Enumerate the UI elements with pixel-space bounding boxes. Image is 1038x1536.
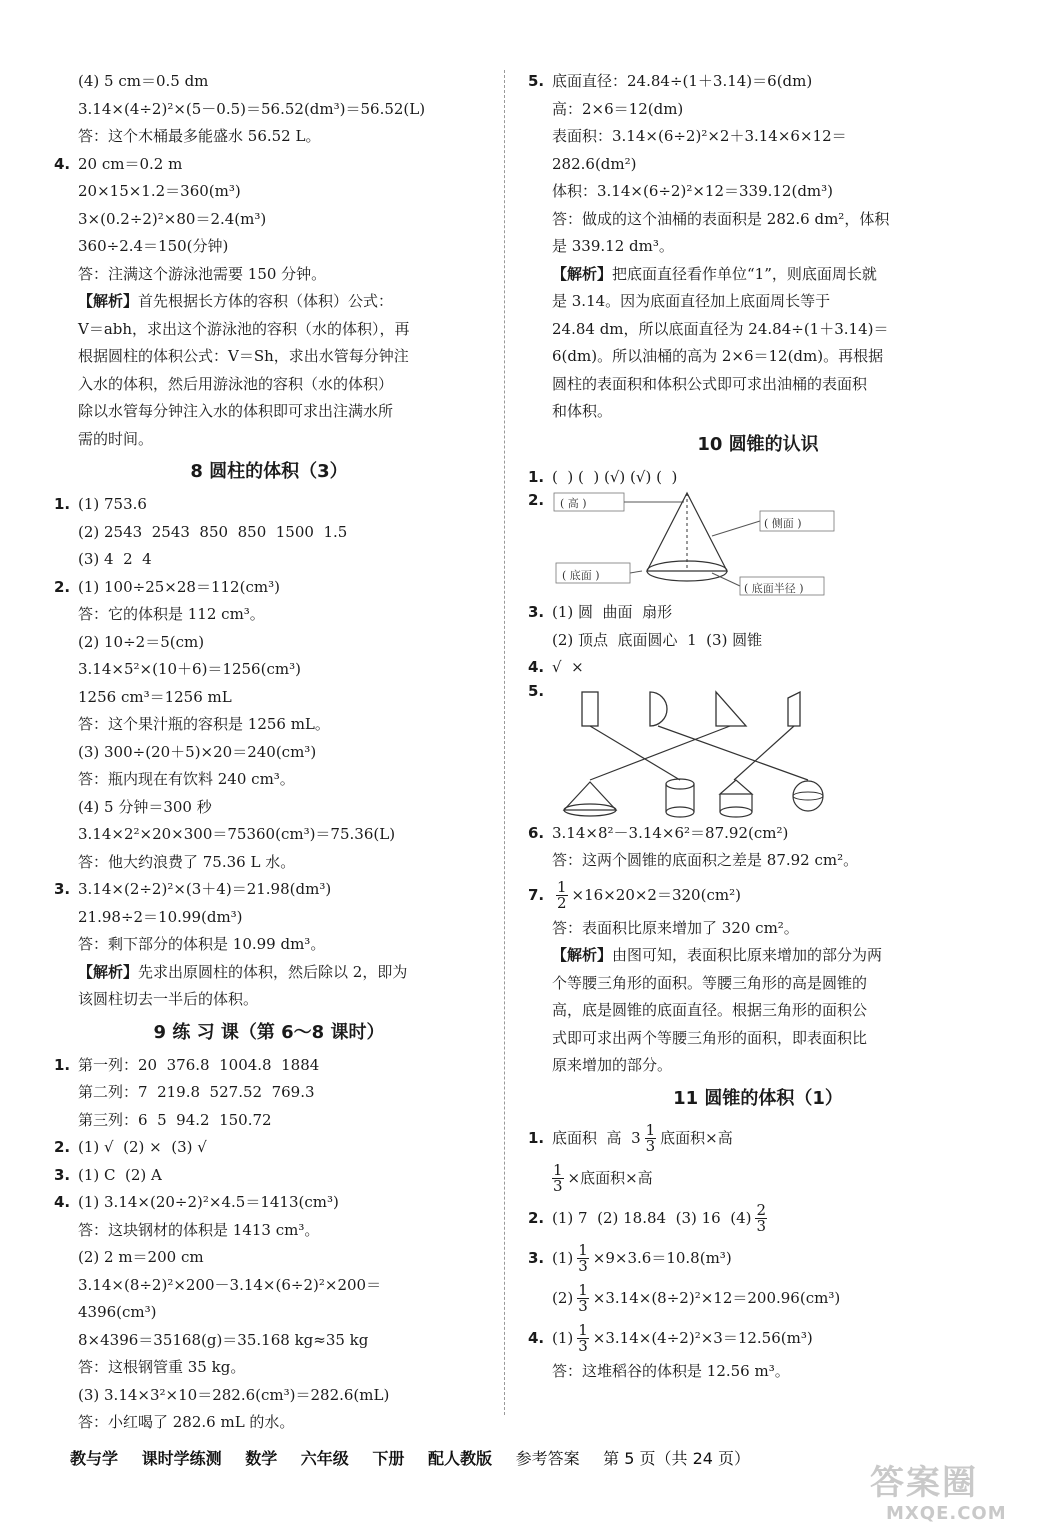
question-number: 2. bbox=[54, 1138, 71, 1156]
numerator: 1 bbox=[557, 878, 567, 896]
text-line: ( ) ( ) (√) (√) ( ) bbox=[552, 467, 678, 486]
footer-series: 课时学练测 bbox=[141, 1449, 222, 1468]
text-line: (4) 5 cm＝0.5 dm bbox=[78, 72, 209, 90]
text-line: 答：这根钢管重 35 kg。 bbox=[78, 1358, 246, 1376]
text-line: 答：这个木桶最多能盛水 56.52 L。 bbox=[78, 127, 321, 145]
text-line: 24.84 dm，所以底面直径为 24.84÷(1＋3.14)＝ bbox=[552, 319, 889, 338]
text-line: (1) 100÷25×28＝112(cm³) bbox=[78, 577, 280, 596]
text-line: (2) 2 m＝200 cm bbox=[78, 1248, 204, 1266]
denominator: 2 bbox=[557, 894, 567, 912]
label-base: ( 底面 ) bbox=[562, 569, 600, 582]
text-line: 需的时间。 bbox=[78, 429, 154, 448]
analysis-tag: 【解析】 bbox=[552, 264, 613, 283]
label-height: ( 高 ) bbox=[560, 497, 587, 510]
text-line: 答：做成的这个油桶的表面积是 282.6 dm²，体积 bbox=[552, 209, 890, 228]
text-line: ×3.14×(8÷2)²×12＝200.96(cm³) bbox=[592, 1288, 841, 1307]
footer-book: 教与学 bbox=[70, 1449, 119, 1468]
text-line: 3.14×5²×(10＋6)＝1256(cm³) bbox=[78, 660, 301, 678]
text-line: 高，底是圆锥的底面直径。根据三角形的面积公 bbox=[552, 1001, 868, 1019]
numerator: 1 bbox=[578, 1281, 588, 1299]
footer-answer-label: 参考答案 bbox=[515, 1449, 580, 1468]
denominator: 3 bbox=[553, 1177, 563, 1195]
text-line: 个等腰三角形的面积。等腰三角形的高是圆锥的 bbox=[552, 973, 868, 992]
label-lateral-face: ( 侧面 ) bbox=[764, 517, 802, 530]
question-number: 1. bbox=[54, 1055, 71, 1074]
label-base-radius: ( 底面半径 ) bbox=[744, 582, 804, 595]
text-line: 答：这块钢材的体积是 1413 cm³。 bbox=[78, 1220, 320, 1239]
text-line: 答：它的体积是 112 cm³。 bbox=[78, 605, 265, 623]
text-line: 第三列：6 5 94.2 150.72 bbox=[78, 1110, 272, 1129]
text-line: 表面积：3.14×(6÷2)²×2＋3.14×6×12＝ bbox=[552, 127, 847, 145]
text-line: (2) bbox=[552, 1288, 574, 1307]
text-line: ×16×20×2＝320(cm²) bbox=[571, 885, 741, 904]
question-number: 1. bbox=[528, 1128, 545, 1147]
rotation-matching-figure bbox=[550, 684, 850, 822]
footer-edition: 配人教版 bbox=[427, 1449, 492, 1468]
text-line: 根据圆柱的体积公式：V＝Sh，求出水管每分钟注 bbox=[78, 347, 409, 365]
text-line: 先求出原圆柱的体积，然后除以 2，即为 bbox=[138, 962, 408, 981]
text-line: 底面直径：24.84÷(1＋3.14)＝6(dm) bbox=[552, 72, 813, 90]
text-line: 1256 cm³＝1256 mL bbox=[78, 687, 232, 706]
text-line: 答：小红喝了 282.6 mL 的水。 bbox=[78, 1413, 295, 1431]
text-line: 把底面直径看作单位“1”，则底面周长就 bbox=[612, 264, 877, 283]
text-line: 3×(0.2÷2)²×80＝2.4(m³) bbox=[78, 209, 267, 228]
question-number: 6. bbox=[528, 823, 545, 842]
text-line: (3) 300÷(20＋5)×20＝240(cm³) bbox=[78, 742, 317, 761]
fraction-one-third bbox=[577, 1243, 589, 1274]
denominator: 3 bbox=[578, 1257, 588, 1275]
fraction-one-third bbox=[577, 1323, 589, 1354]
question-number: 3. bbox=[54, 880, 71, 898]
text-line: 答：表面积比原来增加了 320 cm²。 bbox=[552, 918, 799, 937]
text-line: 3.14×8²－3.14×6²＝87.92(cm²) bbox=[552, 823, 789, 842]
footer-grade: 六年级 bbox=[300, 1449, 349, 1468]
text-line: (1) 753.6 bbox=[78, 495, 147, 513]
question-number: 1. bbox=[528, 467, 545, 486]
numerator: 2 bbox=[756, 1201, 767, 1219]
watermark-text: 答案圈 bbox=[870, 1463, 978, 1503]
question-number: 3. bbox=[528, 603, 545, 621]
text-line: (4) 5 分钟＝300 秒 bbox=[78, 797, 212, 816]
fraction-one-third bbox=[645, 1123, 657, 1154]
denominator: 3 bbox=[578, 1337, 588, 1355]
text-line: 底面积×高 bbox=[660, 1128, 733, 1147]
analysis-tag: 【解析】 bbox=[552, 946, 613, 964]
matching-diagram bbox=[528, 682, 988, 820]
text-line: (2) 顶点 底面圆心 1 (3) 圆锥 bbox=[552, 630, 763, 649]
text-line: 和体积。 bbox=[552, 402, 613, 420]
text-line: 360÷2.4＝150(分钟) bbox=[78, 237, 229, 255]
text-line: 答：他大约浪费了 75.36 L 水。 bbox=[78, 852, 296, 871]
question-number: 2. bbox=[54, 577, 71, 596]
text-line: 底面积 高 3 bbox=[552, 1128, 641, 1147]
page-footer bbox=[70, 1446, 970, 1469]
question-number: 4. bbox=[54, 154, 71, 173]
watermark-url: MXQE.COM bbox=[886, 1503, 1007, 1524]
text-line: 3.14×2²×20×300＝75360(cm³)＝75.36(L) bbox=[78, 825, 396, 843]
text-line: (1) bbox=[552, 1328, 574, 1347]
text-line: 该圆柱切去一半后的体积。 bbox=[78, 990, 259, 1008]
fraction-one-third bbox=[577, 1283, 589, 1314]
footer-volume: 下册 bbox=[372, 1449, 405, 1468]
text-line: ×3.14×(4÷2)²×3＝12.56(m³) bbox=[592, 1328, 813, 1347]
text-line: (1) 3.14×(20÷2)²×4.5＝1413(cm³) bbox=[78, 1193, 339, 1211]
cone-figure bbox=[552, 491, 882, 599]
text-line: 4396(cm³) bbox=[78, 1303, 157, 1321]
text-line: 圆柱的表面积和体积公式即可求出油桶的表面积 bbox=[552, 374, 868, 393]
text-line: 3.14×(4÷2)²×(5－0.5)＝56.52(dm³)＝56.52(L) bbox=[78, 99, 426, 118]
section-title: 10 圆锥的认识 bbox=[697, 433, 819, 455]
text-line: 首先根据长方体的容积（体积）公式： bbox=[138, 292, 394, 310]
column-divider bbox=[504, 70, 505, 1415]
text-line: 高：2×6＝12(dm) bbox=[552, 99, 684, 118]
text-line: 6(dm)。所以油桶的高为 2×6＝12(dm)。再根据 bbox=[552, 347, 884, 365]
text-line: 3.14×(2÷2)²×(3＋4)＝21.98(dm³) bbox=[78, 880, 332, 898]
text-line: √ × bbox=[552, 658, 584, 676]
text-line: 20×15×1.2＝360(m³) bbox=[78, 182, 241, 200]
text-line: (2) 10÷2＝5(cm) bbox=[78, 632, 205, 651]
text-line: 原来增加的部分。 bbox=[552, 1056, 673, 1074]
text-line: (1) bbox=[552, 1248, 574, 1267]
question-number: 4. bbox=[528, 1328, 545, 1347]
question-number: 7. bbox=[528, 885, 545, 904]
text-line: (3) 3.14×3²×10＝282.6(cm³)＝282.6(mL) bbox=[78, 1385, 390, 1404]
text-line: 21.98÷2＝10.99(dm³) bbox=[78, 907, 243, 926]
text-line: 式即可求出两个等腰三角形的面积，即表面积比 bbox=[552, 1028, 868, 1047]
text-line: (1) C (2) A bbox=[78, 1165, 162, 1184]
left-column bbox=[54, 68, 484, 1437]
fraction-one-third bbox=[552, 1163, 564, 1194]
text-line: 第一列：20 376.8 1004.8 1884 bbox=[78, 1055, 320, 1074]
fraction-two-thirds bbox=[755, 1203, 767, 1234]
question-number: 2. bbox=[528, 1208, 545, 1227]
text-line: (1) 7 (2) 18.84 (3) 16 (4) bbox=[552, 1208, 752, 1227]
text-line: 答：瓶内现在有饮料 240 cm³。 bbox=[78, 770, 295, 788]
section-title: 9 练 习 课（第 6～8 课时） bbox=[153, 1021, 385, 1043]
text-line: 答：这个果汁瓶的容积是 1256 mL。 bbox=[78, 715, 330, 733]
question-number: 1. bbox=[54, 495, 71, 513]
right-column bbox=[528, 68, 988, 1385]
watermark-logo bbox=[870, 1455, 1020, 1530]
page-number: 第 5 页（共 24 页） bbox=[603, 1449, 751, 1468]
text-line: 答：这堆稻谷的体积是 12.56 m³。 bbox=[552, 1361, 790, 1380]
question-number: 4. bbox=[54, 1193, 71, 1211]
numerator: 1 bbox=[645, 1121, 656, 1139]
question-number: 3. bbox=[528, 1248, 545, 1267]
denominator: 3 bbox=[756, 1217, 767, 1235]
fraction-one-half bbox=[556, 880, 568, 911]
numerator: 1 bbox=[578, 1321, 588, 1339]
text-line: 第二列：7 219.8 527.52 769.3 bbox=[78, 1083, 315, 1101]
cone-diagram bbox=[528, 491, 988, 599]
text-line: 答：剩下部分的体积是 10.99 dm³。 bbox=[78, 935, 326, 953]
text-line: 8×4396＝35168(g)＝35.168 kg≈35 kg bbox=[78, 1330, 369, 1349]
text-line: 除以水管每分钟注入水的体积即可求出注满水所 bbox=[78, 402, 394, 420]
analysis-tag: 【解析】 bbox=[78, 962, 139, 981]
numerator: 1 bbox=[578, 1241, 588, 1259]
denominator: 3 bbox=[645, 1137, 656, 1155]
text-line: 是 339.12 dm³。 bbox=[552, 237, 674, 255]
text-line: (1) 圆 曲面 扇形 bbox=[552, 603, 673, 621]
section-title: 8 圆柱的体积（3） bbox=[190, 461, 348, 482]
text-line: 体积：3.14×(6÷2)²×12＝339.12(dm³) bbox=[552, 182, 834, 200]
footer-subject: 数学 bbox=[245, 1449, 278, 1468]
text-line: ×底面积×高 bbox=[567, 1168, 653, 1187]
section-title: 11 圆锥的体积（1） bbox=[673, 1087, 843, 1109]
text-line: 282.6(dm²) bbox=[552, 154, 637, 173]
numerator: 1 bbox=[553, 1161, 563, 1179]
question-number: 5. bbox=[528, 72, 545, 90]
text-line: (3) 4 2 4 bbox=[78, 550, 152, 568]
text-line: 是 3.14。因为底面直径加上底面周长等于 bbox=[552, 292, 831, 310]
text-line: 入水的体积，然后用游泳池的容积（水的体积） bbox=[78, 374, 394, 393]
text-line: 答：这两个圆锥的底面积之差是 87.92 cm²。 bbox=[552, 851, 859, 869]
text-line: 20 cm＝0.2 m bbox=[78, 154, 183, 173]
question-number: 3. bbox=[54, 1165, 71, 1184]
denominator: 3 bbox=[578, 1297, 588, 1315]
analysis-tag: 【解析】 bbox=[78, 292, 139, 310]
question-number: 2. bbox=[528, 491, 545, 509]
text-line: (1) √ (2) × (3) √ bbox=[78, 1138, 207, 1156]
text-line: 由图可知，表面积比原来增加的部分为两 bbox=[612, 946, 883, 964]
question-number: 4. bbox=[528, 658, 545, 676]
text-line: ×9×3.6＝10.8(m³) bbox=[592, 1248, 732, 1267]
text-line: (2) 2543 2543 850 850 1500 1.5 bbox=[78, 522, 348, 541]
text-line: 答：注满这个游泳池需要 150 分钟。 bbox=[78, 264, 327, 283]
text-line: 3.14×(8÷2)²×200－3.14×(6÷2)²×200＝ bbox=[78, 1275, 382, 1294]
text-line: V＝abh，求出这个游泳池的容积（水的体积），再 bbox=[78, 319, 410, 338]
question-number: 5. bbox=[528, 681, 545, 700]
